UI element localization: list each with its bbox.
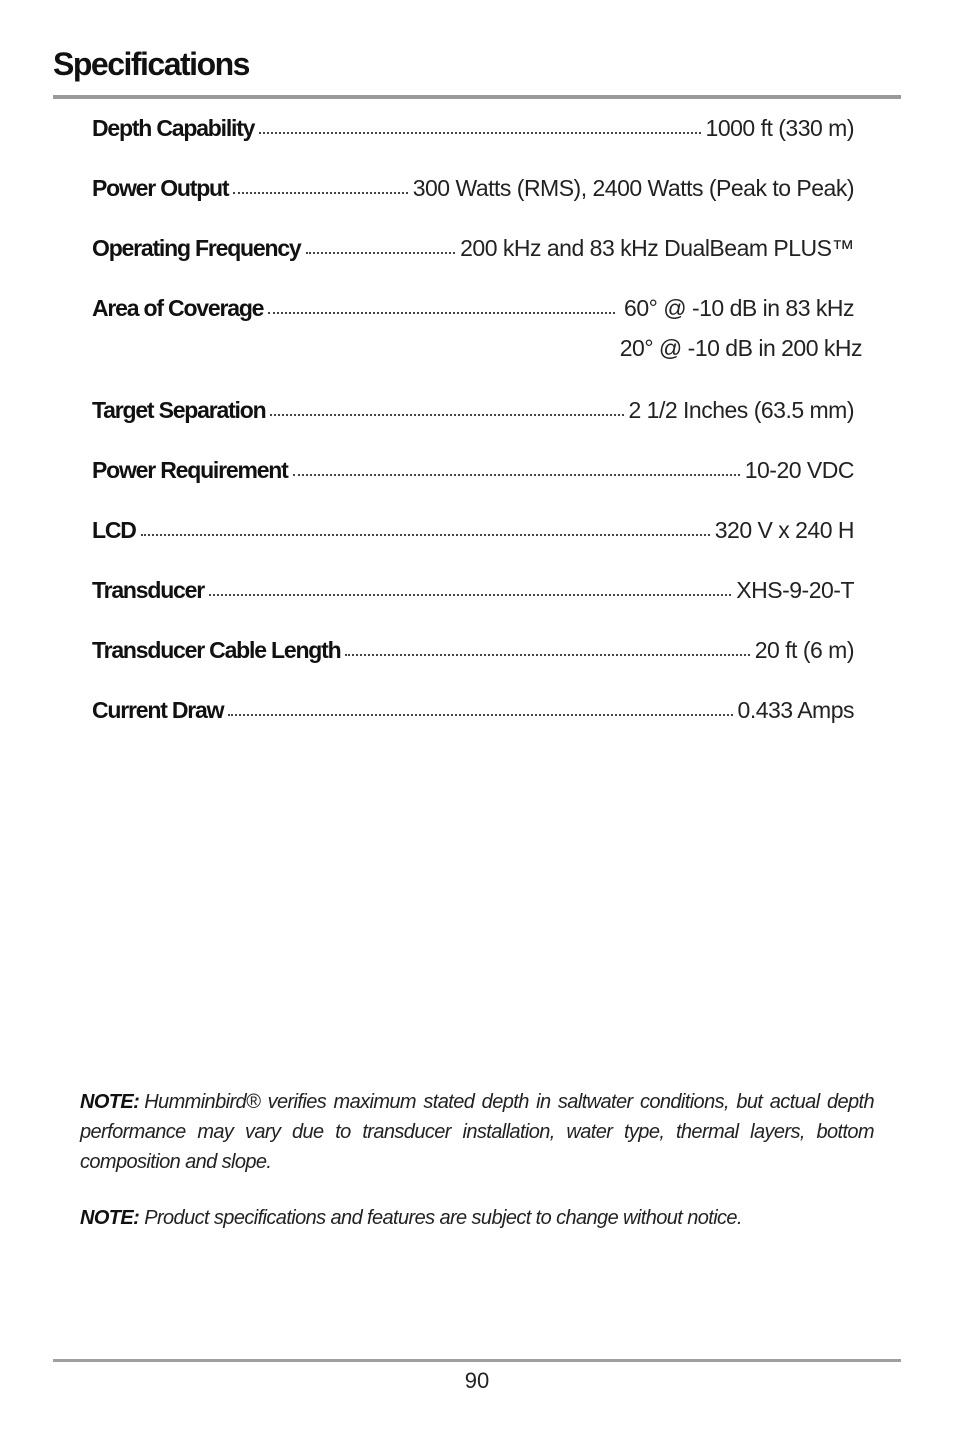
spec-value: 200 kHz and 83 kHz DualBeam PLUS™ <box>460 235 854 261</box>
spec-row-lcd <box>92 512 854 572</box>
spec-row-power-requirement <box>92 452 854 512</box>
spec-row-target-separation <box>92 392 854 452</box>
spec-value: 20 ft (6 m) <box>754 637 854 663</box>
dot-leader <box>233 192 407 194</box>
spec-value-line-2: 20° @ -10 dB in 200 kHz <box>619 335 862 361</box>
spec-label: Current Draw <box>92 697 224 723</box>
title-divider <box>53 95 901 99</box>
page-number: 90 <box>464 1368 490 1393</box>
spec-label: Area of Coverage <box>92 295 264 321</box>
note-text: Humminbird® verifies maximum stated depth in saltwater conditions, but actual depth performance may vary due to transducer installation, water type, thermal layers, bottom composition and slope. <box>80 1091 874 1173</box>
spec-label: Power Output <box>92 175 229 201</box>
spec-row-power-output <box>92 170 854 230</box>
spec-row-transducer <box>92 572 854 632</box>
dot-leader <box>259 132 700 134</box>
note-depth-verification <box>80 1087 874 1177</box>
spec-value: 320 V x 240 H <box>714 517 854 543</box>
page-title: Specifications <box>53 46 249 82</box>
dot-leader <box>141 534 710 536</box>
dot-leader <box>345 654 749 656</box>
spec-value-line-1: 60° @ -10 dB in 83 kHz <box>624 295 854 321</box>
spec-row-transducer-cable-length <box>92 632 854 692</box>
dot-leader <box>306 252 456 254</box>
dot-leader <box>268 312 615 314</box>
dot-leader <box>209 594 731 596</box>
spec-label: Transducer <box>92 577 204 603</box>
spec-label: Transducer Cable Length <box>92 637 341 663</box>
spec-label: Operating Frequency <box>92 235 301 261</box>
spec-value: 1000 ft (330 m) <box>705 115 854 141</box>
footer-divider <box>53 1359 901 1362</box>
dot-leader <box>293 474 740 476</box>
spec-row-operating-frequency <box>92 230 854 290</box>
dot-leader <box>228 714 732 716</box>
spec-row-depth-capability <box>92 110 854 170</box>
spec-value: XHS-9-20-T <box>736 577 854 603</box>
spec-label: Power Requirement <box>92 457 288 483</box>
spec-row-current-draw <box>92 692 854 752</box>
spec-value: 0.433 Amps <box>737 697 854 723</box>
note-specifications-change <box>80 1203 874 1233</box>
spec-value <box>619 290 862 366</box>
spec-value: 300 Watts (RMS), 2400 Watts (Peak to Peak) <box>412 175 854 201</box>
note-label: NOTE: <box>80 1207 140 1229</box>
spec-label: Target Separation <box>92 397 266 423</box>
spec-row-area-of-coverage <box>92 290 862 392</box>
spec-label: LCD <box>92 517 136 543</box>
spec-label: Depth Capability <box>92 115 255 141</box>
note-text: Product specifications and features are subject to change without notice. <box>144 1207 742 1229</box>
spec-list <box>92 110 862 752</box>
spec-value: 2 1/2 Inches (63.5 mm) <box>628 397 854 423</box>
spec-value: 10-20 VDC <box>744 457 854 483</box>
dot-leader <box>270 414 623 416</box>
note-label: NOTE: <box>80 1091 140 1113</box>
